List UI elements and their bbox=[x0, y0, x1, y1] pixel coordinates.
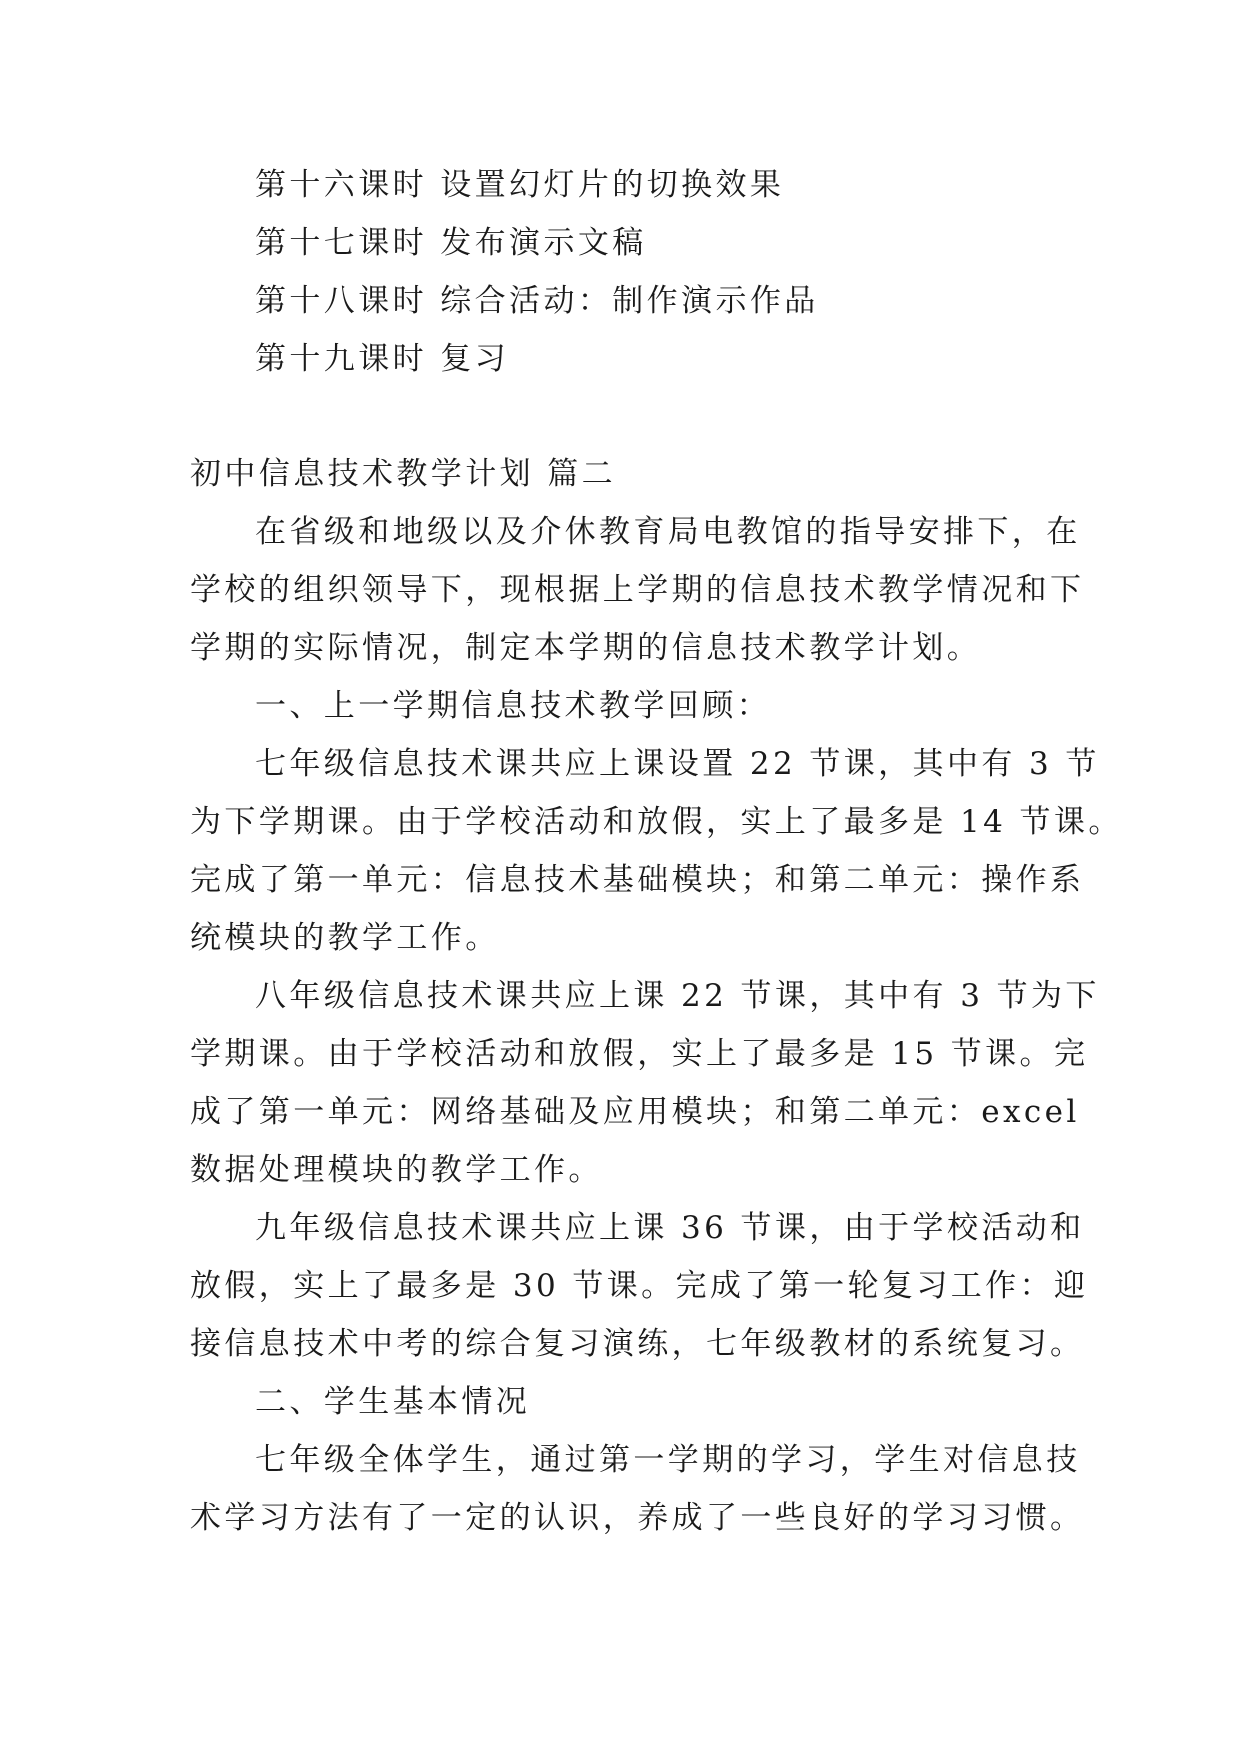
grade7-paragraph-line: 七年级信息技术课共应上课设置 22 节课，其中有 3 节 bbox=[255, 746, 1100, 782]
grade8-paragraph-line: 八年级信息技术课共应上课 22 节课，其中有 3 节为下 bbox=[255, 978, 1100, 1014]
section-title: 初中信息技术教学计划 篇二 bbox=[190, 456, 617, 492]
lesson-item-19: 第十九课时 复习 bbox=[255, 341, 510, 377]
intro-paragraph-line: 学期的实际情况，制定本学期的信息技术教学计划。 bbox=[190, 630, 982, 666]
intro-paragraph-line: 在省级和地级以及介休教育局电教馆的指导安排下，在 bbox=[255, 514, 1081, 550]
grade9-paragraph-line: 接信息技术中考的综合复习演练，七年级教材的系统复习。 bbox=[190, 1326, 1085, 1362]
grade9-paragraph-line: 放假，实上了最多是 30 节课。完成了第一轮复习工作：迎 bbox=[190, 1268, 1089, 1304]
grade8-paragraph-line: 数据处理模块的教学工作。 bbox=[190, 1152, 603, 1188]
grade7-paragraph-line: 为下学期课。由于学校活动和放假，实上了最多是 14 节课。 bbox=[190, 804, 1123, 840]
students-paragraph-line: 七年级全体学生，通过第一学期的学习，学生对信息技 bbox=[255, 1442, 1081, 1478]
heading-students: 二、学生基本情况 bbox=[255, 1384, 531, 1420]
heading-review: 一、上一学期信息技术教学回顾： bbox=[255, 688, 771, 724]
grade7-paragraph-line: 统模块的教学工作。 bbox=[190, 920, 500, 956]
grade8-paragraph-line: 成了第一单元：网络基础及应用模块；和第二单元：excel bbox=[190, 1094, 1080, 1130]
grade8-paragraph-line: 学期课。由于学校活动和放假，实上了最多是 15 节课。完 bbox=[190, 1036, 1089, 1072]
intro-paragraph-line: 学校的组织领导下，现根据上学期的信息技术教学情况和下 bbox=[190, 572, 1085, 608]
lesson-item-16: 第十六课时 设置幻灯片的切换效果 bbox=[255, 167, 785, 203]
lesson-item-18: 第十八课时 综合活动：制作演示作品 bbox=[255, 283, 819, 319]
grade9-paragraph-line: 九年级信息技术课共应上课 36 节课，由于学校活动和 bbox=[255, 1210, 1085, 1246]
lesson-item-17: 第十七课时 发布演示文稿 bbox=[255, 225, 647, 261]
students-paragraph-line: 术学习方法有了一定的认识，养成了一些良好的学习习惯。 bbox=[190, 1500, 1085, 1536]
grade7-paragraph-line: 完成了第一单元：信息技术基础模块；和第二单元：操作系 bbox=[190, 862, 1085, 898]
